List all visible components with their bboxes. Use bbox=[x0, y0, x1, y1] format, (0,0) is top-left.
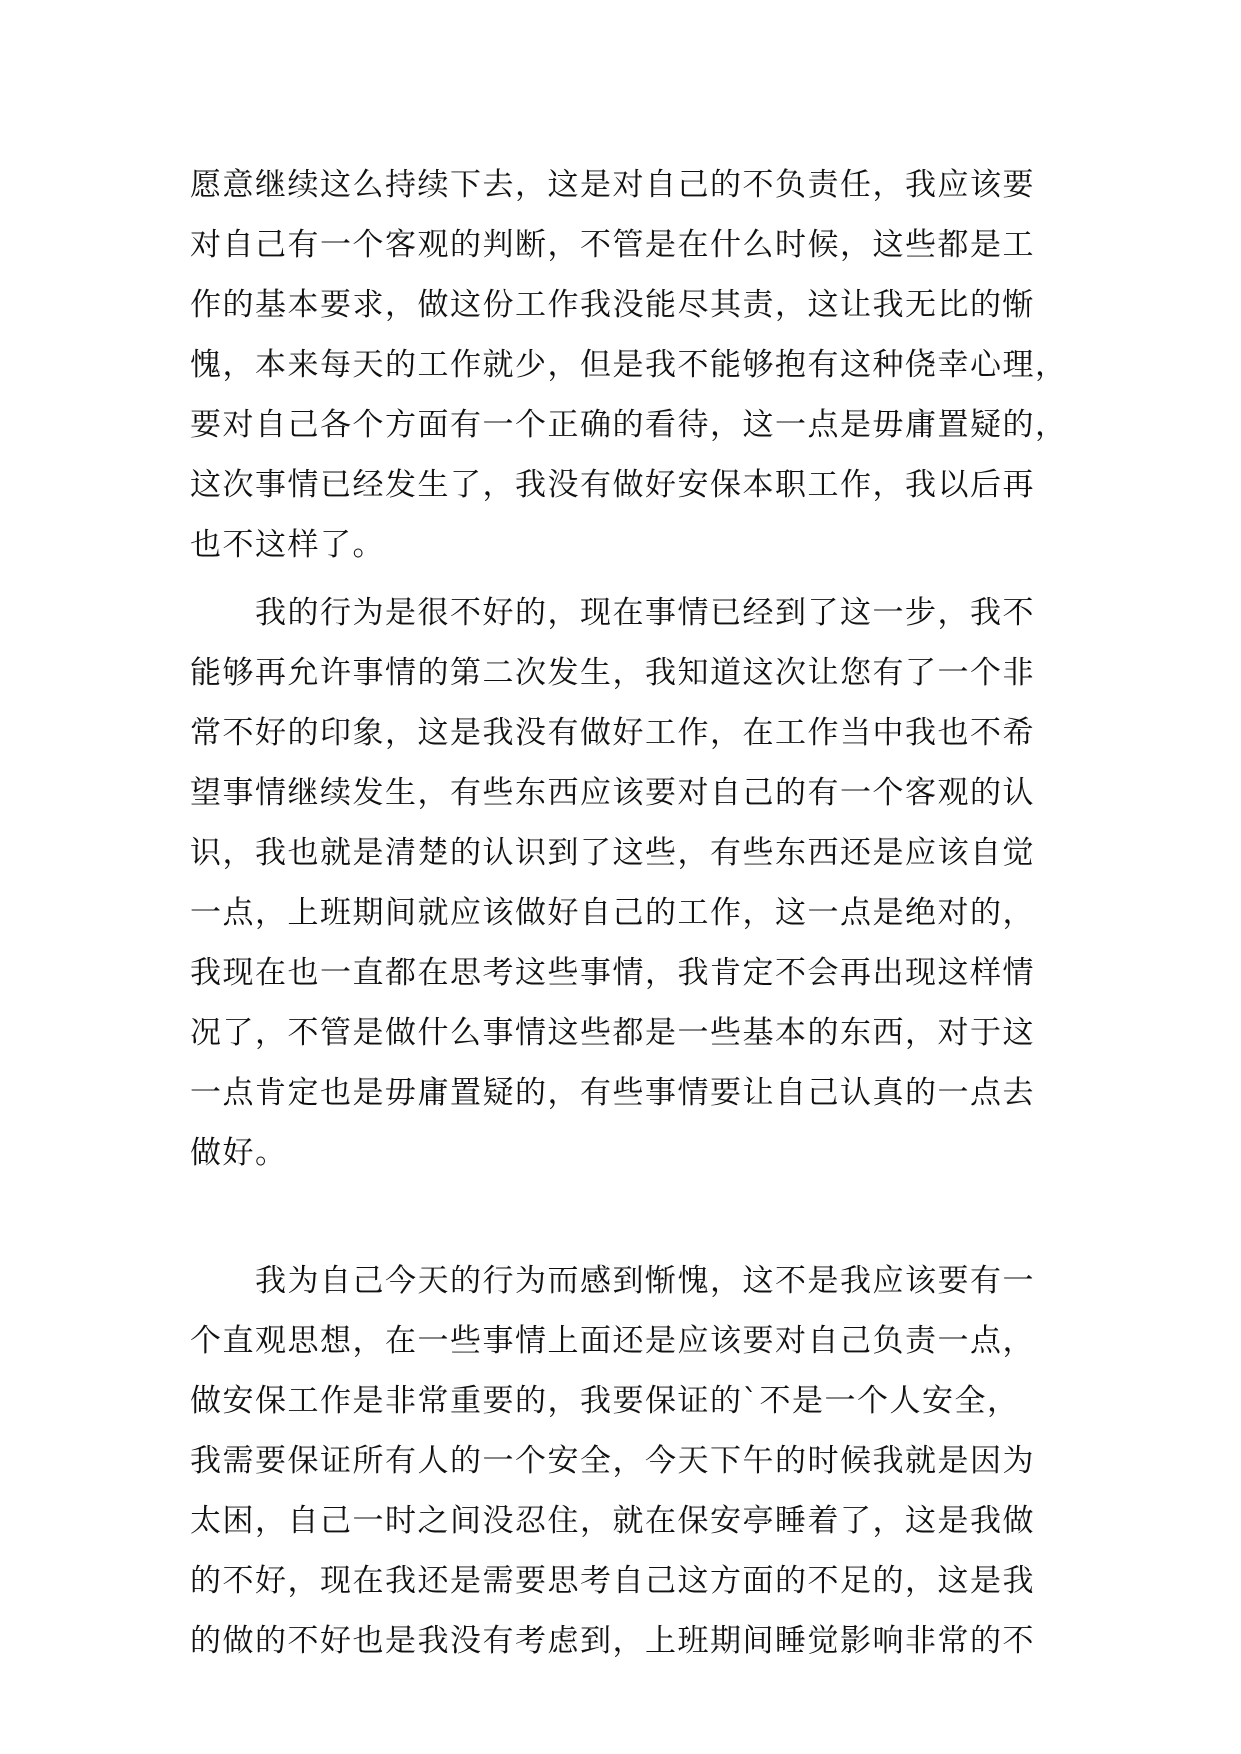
text-line bbox=[190, 1183, 1060, 1243]
text-line: 的做的不好也是我没有考虑到，上班期间睡觉影响非常的不 bbox=[190, 1623, 1035, 1659]
text-line: 望事情继续发生，有些东西应该要对自己的有一个客观的认 bbox=[190, 775, 1035, 811]
text-line: 能够再允许事情的第二次发生，我知道这次让您有了一个非 bbox=[190, 655, 1035, 691]
text-line: 我需要保证所有人的一个安全，今天下午的时候我就是因为 bbox=[190, 1443, 1035, 1479]
text-line: 况了，不管是做什么事情这些都是一些基本的东西，对于这 bbox=[190, 1015, 1035, 1051]
text-line: 愧，本来每天的工作就少，但是我不能够抱有这种侥幸心理， bbox=[190, 347, 1068, 383]
paragraph-1 bbox=[190, 155, 1068, 575]
text-line: 作的基本要求，做这份工作我没能尽其责，这让我无比的惭 bbox=[190, 287, 1035, 323]
text-line: 一点肯定也是毋庸置疑的，有些事情要让自己认真的一点去 bbox=[190, 1075, 1035, 1111]
paragraph-spacer bbox=[190, 1243, 1060, 1251]
text-line: 我为自己今天的行为而感到惭愧，这不是我应该要有一 bbox=[190, 1263, 1035, 1299]
text-line: 也不这样了。 bbox=[190, 527, 385, 563]
text-line: 做安保工作是非常重要的，我要保证的`不是一个人安全， bbox=[190, 1383, 1020, 1419]
text-line: 我的行为是很不好的，现在事情已经到了这一步，我不 bbox=[190, 595, 1035, 631]
text-line: 太困，自己一时之间没忍住，就在保安亭睡着了，这是我做 bbox=[190, 1503, 1035, 1539]
text-line: 这次事情已经发生了，我没有做好安保本职工作，我以后再 bbox=[190, 467, 1035, 503]
text-line: 常不好的印象，这是我没有做好工作，在工作当中我也不希 bbox=[190, 715, 1035, 751]
text-line: 识，我也就是清楚的认识到了这些，有些东西还是应该自觉 bbox=[190, 835, 1035, 871]
document-body bbox=[190, 155, 1068, 1671]
text-line: 我现在也一直都在思考这些事情，我肯定不会再出现这样情 bbox=[190, 955, 1035, 991]
text-line: 一点，上班期间就应该做好自己的工作，这一点是绝对的， bbox=[190, 895, 1035, 931]
paragraph-spacer bbox=[190, 575, 1060, 583]
text-line: 对自己有一个客观的判断，不管是在什么时候，这些都是工 bbox=[190, 227, 1035, 263]
text-line: 愿意继续这么持续下去，这是对自己的不负责任，我应该要 bbox=[190, 167, 1035, 203]
text-line: 的不好，现在我还是需要思考自己这方面的不足的，这是我 bbox=[190, 1563, 1035, 1599]
paragraph-2 bbox=[190, 583, 1060, 1243]
paragraph-3 bbox=[190, 1251, 1060, 1671]
text-line: 要对自己各个方面有一个正确的看待，这一点是毋庸置疑的， bbox=[190, 407, 1068, 443]
text-line: 个直观思想，在一些事情上面还是应该要对自己负责一点， bbox=[190, 1323, 1035, 1359]
text-line: 做好。 bbox=[190, 1135, 288, 1171]
